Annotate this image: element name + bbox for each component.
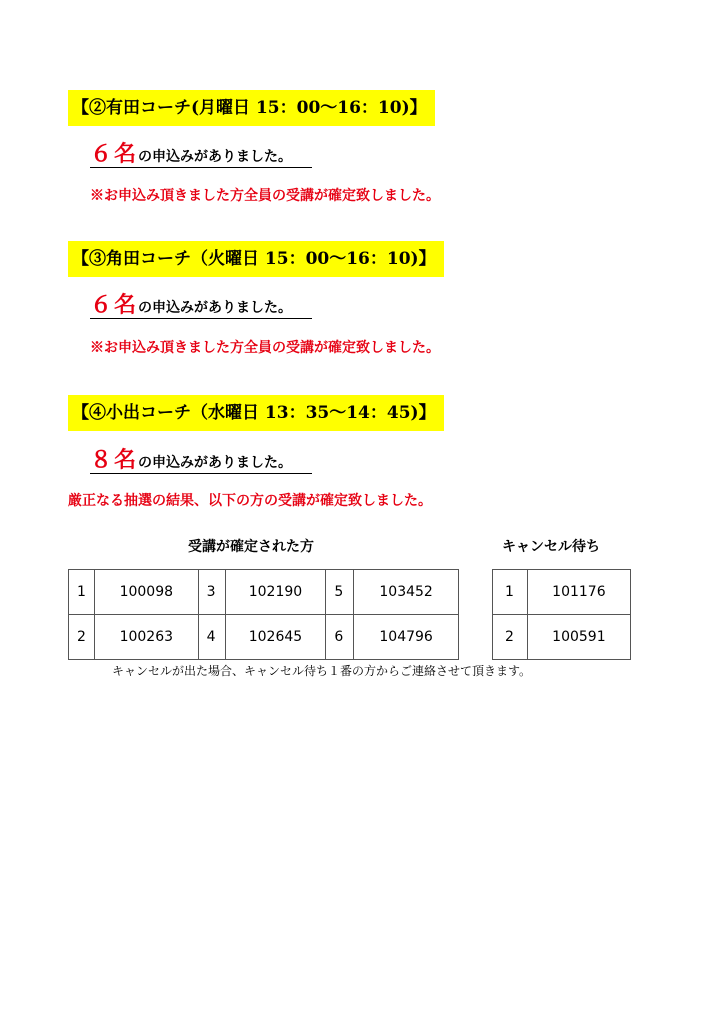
row-number: 5 xyxy=(326,570,354,615)
table-row xyxy=(69,615,459,660)
row-number: 1 xyxy=(69,570,95,615)
row-number: 1 xyxy=(493,570,528,615)
row-number: 2 xyxy=(69,615,95,660)
row-number: 2 xyxy=(493,615,528,660)
member-id: 102190 xyxy=(225,570,326,615)
confirmed-table-caption: 受講が確定された方 xyxy=(188,539,314,555)
row-number: 6 xyxy=(326,615,354,660)
section-heading-arita: 【②有田コーチ(月曜日 15：00〜16：10)】 xyxy=(68,90,435,126)
applicant-count-text: の申込みがありました。 xyxy=(138,149,293,165)
table-row xyxy=(493,615,631,660)
table-row xyxy=(69,570,459,615)
applicant-count-text: の申込みがありました。 xyxy=(138,300,293,316)
applicant-count-text: の申込みがありました。 xyxy=(138,455,293,471)
waitlist-table xyxy=(492,569,631,660)
member-id: 102645 xyxy=(225,615,326,660)
applicant-count-number: ６名 xyxy=(90,292,139,318)
row-number: 4 xyxy=(198,615,225,660)
confirmed-table xyxy=(68,569,459,660)
applicant-count-number: ６名 xyxy=(90,141,139,167)
section-heading-koide: 【④小出コーチ（水曜日 13：35〜14：45)】 xyxy=(68,395,444,431)
row-number: 3 xyxy=(198,570,225,615)
applicant-count-arita xyxy=(90,137,312,168)
member-id: 100098 xyxy=(94,570,198,615)
lottery-result-note: 厳正なる抽選の結果、以下の方の受講が確定致しました。 xyxy=(68,493,432,509)
member-id: 100591 xyxy=(527,615,630,660)
confirmation-note-arita: ※お申込み頂きました方全員の受講が確定致しました。 xyxy=(90,188,440,204)
member-id: 101176 xyxy=(527,570,630,615)
applicant-count-tsunoda xyxy=(90,288,312,319)
applicant-count-koide xyxy=(90,443,312,474)
member-id: 100263 xyxy=(94,615,198,660)
waitlist-footnote: キャンセルが出た場合、キャンセル待ち１番の方からご連絡させて頂きます。 xyxy=(112,664,532,678)
section-heading-tsunoda: 【③角田コーチ（火曜日 15：00〜16：10)】 xyxy=(68,241,444,277)
member-id: 103452 xyxy=(354,570,459,615)
member-id: 104796 xyxy=(354,615,459,660)
applicant-count-number: ８名 xyxy=(90,447,139,473)
confirmation-note-tsunoda: ※お申込み頂きました方全員の受講が確定致しました。 xyxy=(90,340,440,356)
waitlist-table-caption: キャンセル待ち xyxy=(502,539,600,555)
table-row xyxy=(493,570,631,615)
